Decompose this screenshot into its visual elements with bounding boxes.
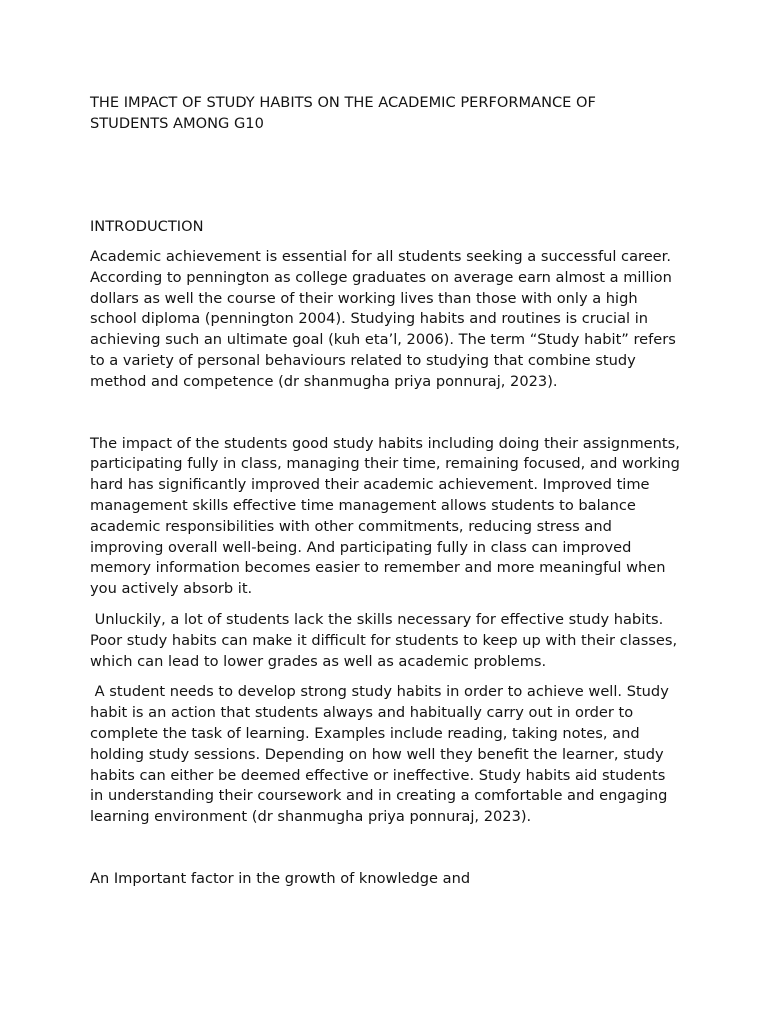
paragraph-4: A student needs to develop strong study habits in order to achieve well. Study habit is an action that students always and habitually carry out in order to complete the task of learning. Examples include reading, taking notes, and holding study sessions. Depending on how well they benefit the learner, study habits can either be deemed effective or ineffective. Study habits aid students in understanding their coursework and in creating a comfortable and engaging learning environment (dr shanmugha priya ponnuraj, 2023). [90, 683, 674, 826]
paragraph-1: Academic achievement is essential for all students seeking a successful career. According to pennington as college graduates on average earn almost a million dollars as well the course of their working lives than those with only a high school diploma (pennington 2004). Studying habits and routines is crucial in achieving such an ultimate goal (kuh eta’l, 2006). The term “Study habit” refers to a variety of personal behaviours related to studying that combine study method and competence (dr shanmugha priya ponnuraj, 2023). [90, 248, 676, 390]
paragraph-3: Unluckily, a lot of students lack the skills necessary for effective study habits. Poor study habits can make it difficult for students to keep up with their classes, which can lead to lower grades as well as academic problems. [90, 610, 682, 670]
paragraph-5: An Important factor in the growth of knowledge and [90, 869, 471, 887]
document-page [90, 92, 682, 890]
paragraph-2: The impact of the students good study habits including doing their assignments, participating fully in class, managing their time, remaining focused, and working hard has significantly improved their academic achievement. Improved time management skills effective time management allows students to balance academic responsibilities with other commitments, reducing stress and improving overall well-being. And participating fully in class can improved memory information becomes easier to remember and more meaningful when you actively absorb it. [90, 434, 680, 598]
document-title: THE IMPACT OF STUDY HABITS ON THE ACADEMIC PERFORMANCE OF STUDENTS AMONG G10 [90, 94, 596, 132]
section-heading: INTRODUCTION [90, 218, 204, 235]
